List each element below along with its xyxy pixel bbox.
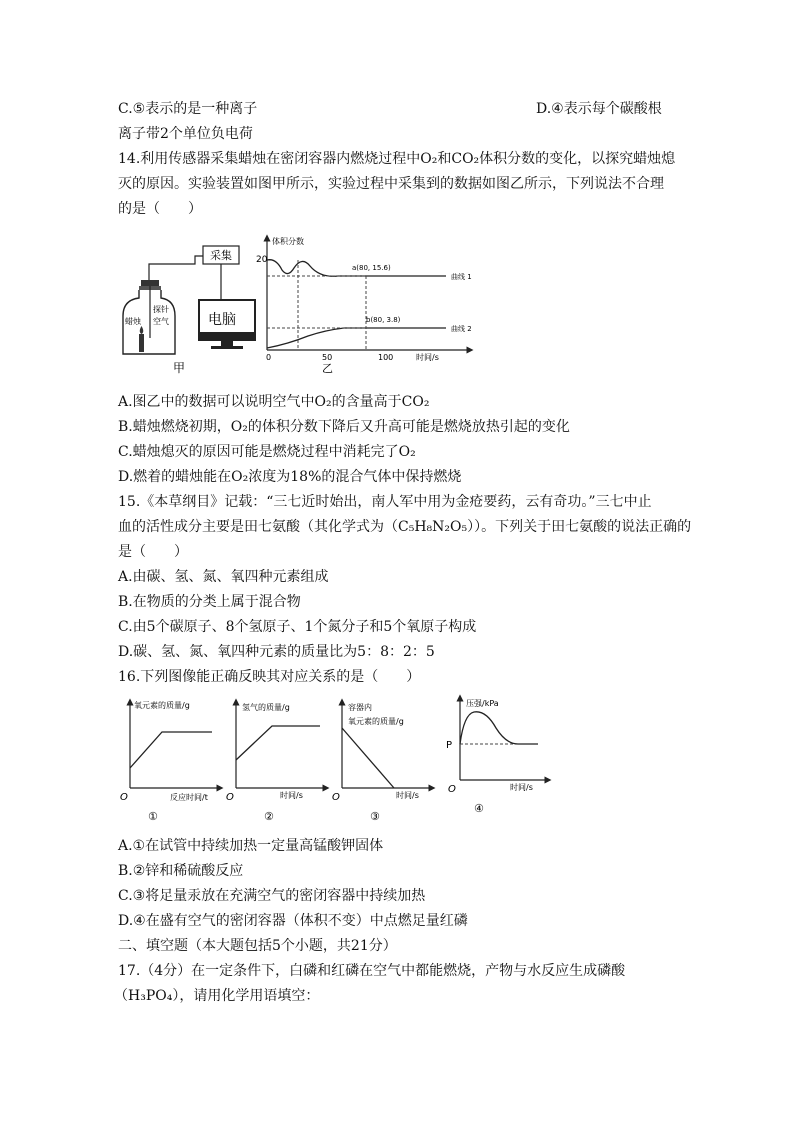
q15-option-b: B.在物质的分类上属于混合物 — [118, 594, 301, 610]
q13-option-c: C.⑤表示的是一种离子 — [118, 101, 258, 117]
q13-option-d: D.④表示每个碳酸根 — [536, 101, 662, 117]
graph-1-caption: ① — [148, 810, 158, 822]
q15-stem-3: 是（ ） — [118, 544, 188, 560]
candle-body — [139, 334, 144, 352]
graph-2-curve — [236, 726, 320, 760]
graph-3-caption: ③ — [370, 810, 380, 822]
q14-stem-1: 14.利用传感器采集蜡烛在密闭容器内燃烧过程中O₂和CO₂体积分数的变化，以探究蜡烛熄 — [118, 151, 676, 167]
graph-3-curve — [342, 728, 394, 788]
figure-jia-caption: 甲 — [173, 361, 186, 375]
x-tick-100: 100 — [378, 353, 394, 362]
graph-2-origin: O — [226, 792, 234, 803]
q16-option-c: C.③将足量汞放在充满空气的密闭容器中持续加热 — [118, 888, 426, 904]
q14-stem-3: 的是（ ） — [118, 201, 202, 217]
graph-1-curve — [130, 732, 212, 768]
graph-3-y-label-2: 氧元素的质量/g — [348, 717, 404, 726]
graph-4-curve — [460, 712, 538, 744]
graph-4-x-label: 时间/s — [510, 783, 533, 792]
q14-option-c: C.蜡烛熄灭的原因可能是燃烧过程中消耗完了O₂ — [118, 444, 416, 460]
q14-option-b: B.蜡烛燃烧初期，O₂的体积分数下降后又升高可能是燃烧放热引起的变化 — [118, 419, 570, 435]
point-b-label: b(80, 3.8) — [366, 316, 401, 324]
q17-stem-2: （H₃PO₄），请用化学用语填空： — [114, 988, 320, 1004]
q16-graph-3 — [330, 696, 438, 822]
q16-graph-2 — [224, 696, 332, 822]
q14-option-d: D.燃着的蜡烛能在O₂浓度为18%的混合气体中保持燃烧 — [118, 469, 462, 485]
candle-flame — [140, 326, 144, 334]
figure-jia-apparatus — [115, 238, 265, 378]
y-axis-label: 体积分数 — [272, 237, 304, 246]
collector-label: 采集 — [210, 249, 232, 262]
graph-4-origin: O — [448, 784, 456, 795]
curve-2-label: 曲线 2 — [451, 325, 472, 333]
q14-option-a: A.图乙中的数据可以说明空气中O₂的含量高于CO₂ — [118, 394, 430, 410]
computer-bezel — [199, 332, 255, 340]
computer-base — [211, 346, 243, 349]
q16-option-a: A.①在试管中持续加热一定量高锰酸钾固体 — [118, 838, 384, 854]
graph-4-caption: ④ — [474, 802, 484, 815]
graph-1-y-label: 氧元素的质量/g — [134, 701, 190, 710]
q16-stem: 16.下列图像能正确反映其对应关系的是（ ） — [118, 669, 421, 685]
q15-option-d: D.碳、氢、氮、氧四种元素的质量比为5：8：2：5 — [118, 644, 435, 660]
q16-graph-1 — [118, 696, 226, 822]
graph-3-y-label-1: 容器内 — [348, 703, 372, 712]
q15-stem-1: 15.《本草纲目》记载：“三七近时始出，南人军中用为金疮要药，云有奇功。”三七中止 — [118, 494, 652, 510]
graph-1-x-label: 反应时间/t — [170, 793, 208, 802]
graph-3-x-label: 时间/s — [396, 791, 419, 800]
probe-label: 探针 — [153, 305, 169, 314]
sensor-wire — [149, 256, 203, 280]
q16-option-b: B.②锌和稀硫酸反应 — [118, 863, 244, 879]
q15-option-c: C.由5个碳原子、8个氢原子、1个氮分子和5个氧原子构成 — [118, 619, 477, 635]
graph-3-origin: O — [332, 792, 340, 803]
x-axis-label: 时间/s — [416, 353, 439, 362]
computer-stand — [221, 340, 233, 346]
bottle-stopper — [141, 280, 159, 286]
figure-yi-caption: 乙 — [322, 362, 333, 374]
graph-4-p-label: P — [446, 740, 453, 751]
x-tick-50: 50 — [322, 353, 333, 362]
q15-option-a: A.由碳、氢、氮、氧四种元素组成 — [118, 569, 329, 585]
curve-1-label: 曲线 1 — [451, 273, 472, 281]
q17-stem-1: 17.（4分）在一定条件下，白磷和红磷在空气中都能燃烧，产物与水反应生成磷酸 — [118, 963, 626, 979]
air-label: 空气 — [153, 317, 169, 326]
q16-graph-4 — [440, 692, 552, 822]
graph-4-y-label: 压强/kPa — [466, 699, 499, 708]
graph-2-y-label: 氢气的质量/g — [242, 703, 290, 712]
q16-option-d: D.④在盛有空气的密闭容器（体积不变）中点燃足量红磷 — [118, 913, 468, 929]
computer-label: 电脑 — [208, 312, 236, 328]
candle-label: 蜡烛 — [125, 317, 141, 326]
q15-stem-2: 血的活性成分主要是田七氨酸（其化学式为（C₅H₈N₂O₅））。下列关于田七氨酸的说法正确的 — [118, 519, 692, 535]
q14-stem-2: 灭的原因。实验装置如图甲所示，实验过程中采集到的数据如图乙所示，下列说法不合理 — [118, 176, 664, 192]
point-a-label: a(80, 15.6) — [352, 264, 391, 272]
x-tick-0: 0 — [266, 353, 272, 362]
section-2-title: 二、填空题（本大题包括5个小题，共21分） — [118, 938, 397, 954]
graph-2-caption: ② — [264, 810, 274, 822]
q13-option-d-cont: 离子带2个单位负电荷 — [118, 126, 253, 142]
y-tick-20: 20 — [256, 255, 268, 265]
graph-2-x-label: 时间/s — [280, 791, 303, 800]
figure-yi-graph — [248, 232, 498, 374]
graph-1-origin: O — [120, 792, 128, 803]
curve-2-line — [267, 328, 446, 348]
